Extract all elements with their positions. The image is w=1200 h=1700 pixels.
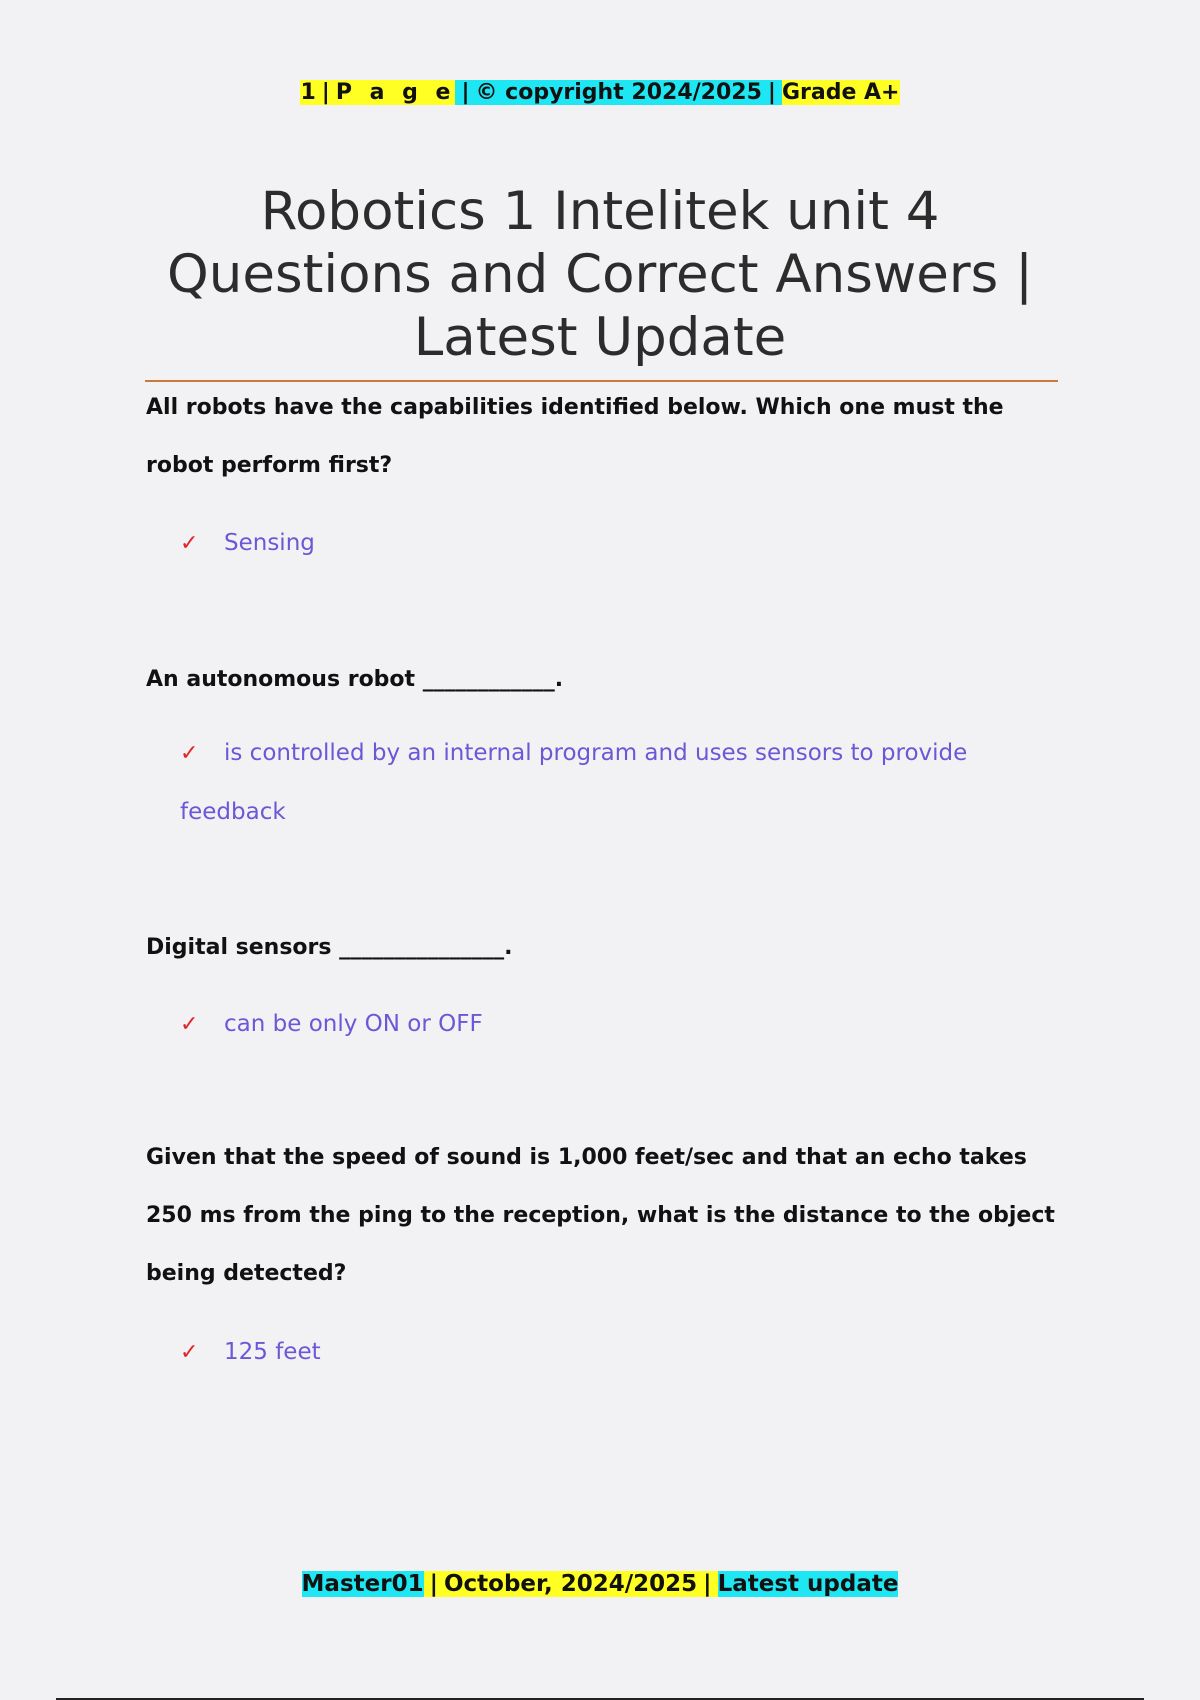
header-separator: | (321, 80, 330, 105)
answer-text: 125 feet (224, 1339, 321, 1365)
footer-date-highlight (424, 1571, 718, 1597)
check-icon: ✓ (180, 1012, 199, 1037)
footer-status: Latest update (717, 1571, 899, 1597)
question-2: An autonomous robot ____________. (146, 667, 564, 692)
answer-text: is controlled by an internal program and uses sensors to provide feedback (180, 740, 968, 825)
page-number: 1 (300, 80, 316, 105)
check-icon: ✓ (180, 531, 199, 556)
document-title: Robotics 1 Intelitek unit 4 Questions and Correct Answers | Latest Update (167, 181, 1033, 368)
copyright-text: © copyright 2024/2025 (475, 80, 762, 105)
grade-text: Grade A+ (781, 80, 900, 105)
page-number-highlight (300, 80, 455, 105)
footer-separator: | (703, 1571, 712, 1597)
question-4: Given that the speed of sound is 1,000 feet/sec and that an echo takes 250 ms from the ping to the reception, what is the distance to the object being detected? (146, 1145, 1055, 1286)
answer-text: can be only ON or OFF (224, 1011, 483, 1037)
answer-3 (180, 995, 980, 1054)
header-separator: | (461, 80, 470, 105)
answer-text: Sensing (224, 530, 315, 556)
page-label: P a g e (335, 80, 456, 105)
answer-4 (180, 1323, 980, 1382)
page-footer (0, 1566, 1200, 1602)
header-separator: | (767, 80, 776, 105)
answer-1 (180, 514, 980, 573)
footer-author: Master01 (301, 1571, 424, 1597)
check-icon: ✓ (180, 741, 199, 766)
question-3: Digital sensors _______________. (146, 935, 513, 960)
footer-separator: | (429, 1571, 438, 1597)
answer-2 (180, 724, 980, 841)
footer-date: October, 2024/2025 (443, 1571, 698, 1597)
check-icon: ✓ (180, 1340, 199, 1365)
copyright-highlight (455, 80, 781, 105)
question-1: All robots have the capabilities identified below. Which one must the robot perform first? (146, 395, 1004, 478)
page-header (0, 74, 1200, 112)
